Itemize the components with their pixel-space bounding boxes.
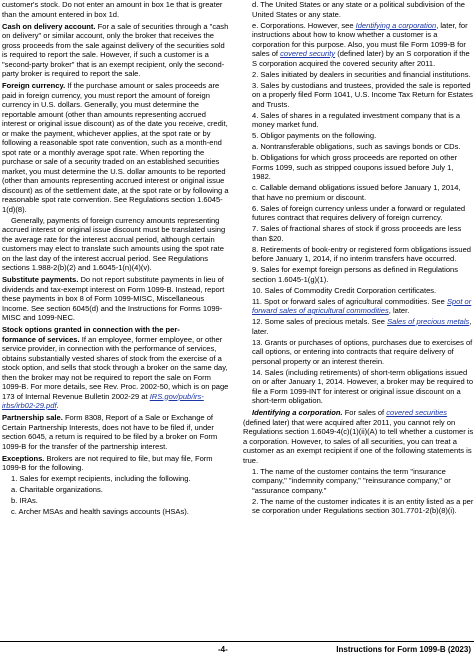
item-12-end: , later.: [252, 317, 472, 336]
agricultural-commodities-link[interactable]: Spot or forward sales of agricultural commodities: [252, 296, 472, 315]
exception-item-1e: [243, 21, 474, 69]
cash-on-delivery-section: [2, 22, 229, 79]
exception-item-2: 2. Sales initiated by dealers in securities and financial institutions.: [252, 69, 471, 79]
substitute-payments-section: [2, 275, 229, 323]
covered-security-link[interactable]: covered security: [280, 49, 336, 58]
foreign-currency-paragraph-2: Generally, payments of foreign currency amounts representing accrued interest or original issue discount must be translated using the average rate for the interest accrual period, although certain customers may elect to translate such amounts using the spot rate on the last day of the interest accrual period. See Regulations sections 1.988-2(b)(2) and 1.6045-1(n)(4)(v).: [2, 215, 226, 272]
cash-on-delivery-body: For a sale of securities through a "cash on delivery" or similar account, only the broker that receives the gross proceeds from the sale against delivery of the securities sold is required to report the sale. However, if such a customer is a "second-party broker" that is an exempt recipient, only the second-party broker is required to report the sale.: [2, 21, 229, 78]
exception-item-10: 10. Sales of Commodity Credit Corporation certificates.: [252, 285, 437, 295]
exception-item-12: [243, 317, 474, 336]
exception-item-1b: b. IRAs.: [11, 496, 38, 505]
exception-item-5c: c. Callable demand obligations issued before January 1, 2014, that have no premium or discount.: [252, 183, 461, 202]
cash-on-delivery-heading: Cash on delivery account.: [2, 21, 96, 31]
exception-item-13: 13. Grants or purchases of options, purchases due to exercises of call options, or entering into contracts that require delivery of personal property or an interest therein.: [252, 337, 473, 366]
item-1e-text-2: , later, for instructions about how to know whether a customer is a corporation for this purpose. Also, you must file Form 1099-B for sales of: [252, 20, 468, 58]
stock-options-heading-line2: formance of services.: [2, 334, 80, 344]
exception-item-1d: d. The United States or any state or a political subdivision of the United States or any state.: [252, 0, 465, 19]
exceptions-heading: Exceptions.: [2, 453, 45, 463]
identifying-corporation-text: For sales of: [344, 408, 385, 417]
exception-item-11: [243, 297, 474, 316]
exception-item-5b: b. Obligations for which gross proceeds are reported on other Forms 1099, such as stripped coupons issued before July 1, 1982.: [252, 153, 458, 181]
exception-item-1a: a. Charitable organizations.: [11, 485, 103, 494]
irb-link[interactable]: IRS.gov/pub/irs-irbs/irb02-29.pdf: [2, 391, 204, 410]
right-column: [243, 0, 474, 517]
paragraph-continued: customer's stock. Do not enter an amount in box 1e that is greater than the amount entered in box 1d.: [2, 0, 223, 19]
identifying-corporation-body: (defined later) that were acquired after 2011, you cannot rely on Regulations section 1.6049-4(c)(1)(ii)(A) to tell whether a customer is a corporation. However, to sales of all securities, you can treat a customer as an exempt recipient if one of the following statements is true.: [243, 417, 474, 465]
exception-item-3: 3. Sales by custodians and trustees, provided the sale is reported on a properly filed Form 1041, U.S. Income Tax Return for Estates and Trusts.: [252, 80, 473, 109]
page-footer: [0, 644, 474, 658]
exception-item-7: 7. Sales of fractional shares of stock if gross proceeds are less than $20.: [252, 224, 462, 243]
exception-item-8: 8. Retirements of book-entry or registered form obligations issued before January 1, 2014, if no interim transfers have occurred.: [252, 244, 471, 263]
item-12-text: 12. Some sales of precious metals. See: [252, 317, 385, 326]
exception-item-1: 1. Sales for exempt recipients, including the following.: [11, 474, 191, 483]
exceptions-body: Brokers are not required to file, but may file, Form 1099-B for the following.: [2, 453, 213, 472]
foreign-currency-heading: Foreign currency.: [2, 81, 66, 90]
identifying-corporation-link[interactable]: Identifying a corporation: [355, 20, 437, 30]
partnership-sale-section: [2, 413, 229, 451]
stock-options-end: .: [56, 401, 59, 410]
item-1e-text-3: (defined later) by an S corporation if the S corporation acquired the covered security after 2011.: [252, 49, 470, 68]
exception-item-6: 6. Sales of foreign currency unless under a forward or regulated futures contract that requires delivery of foreign currency.: [252, 203, 466, 222]
footer-title: Instructions for Form 1099-B (2023): [336, 645, 471, 654]
foreign-currency-body: If the purchase amount or sales proceeds are paid in foreign currency, you must report the amount of foreign currency in U.S. dollars. Generally, you must determine the reportable amount (other than amounts representing accrued interest or original issue discount) as of the date you receive, credit, or make the payment, whichever applies, at the spot rate or by following a reasonable spot rate convention, such as a month-end spot rate or a monthly average spot rate. When reporting the purchase or sale of a security traded on an established securities market, you must determine the U.S. dollar amounts to be reported (other than amounts representing accrued interest or original issue discount) as of the settlement date, at the spot rate or by following a reasonable spot rate convention. See Regulations section 1.6045-1(d)(8).: [2, 81, 229, 214]
footer-rule: [0, 641, 474, 642]
item-11-text: 11. Spot or forward sales of agricultural commodities. See: [252, 296, 445, 306]
left-column: [2, 0, 229, 518]
foreign-currency-section: [2, 81, 229, 214]
stock-options-heading-line1: Stock options granted in connection with the per-: [2, 325, 180, 334]
partnership-sale-body: Form 8308, Report of a Sale or Exchange of Certain Partnership Interests, does not have to be filed if, under section 6045, a return is required to be filed by a broker on Form 1099-B for the transfer of the partnership interest.: [2, 413, 218, 451]
stock-options-body: If an employee, former employee, or other service provider, in connection with the performance of services, obtains substantially vested shares of stock from the exercise of a stock option, and sells that stock through a broker on the same day, then the broker may not be required to report the sale on Form 1099-B. For more details, see Rev. Proc. 2002-50, which is on page 173 of Internal Revenue Bulletin 2002-29 at: [2, 334, 229, 401]
exceptions-section: [2, 454, 229, 473]
identifying-corporation-section: [243, 408, 474, 465]
exception-item-1c: c. Archer MSAs and health savings accounts (HSAs).: [11, 507, 189, 516]
exception-item-5a: a. Nontransferable obligations, such as savings bonds or CDs.: [252, 142, 461, 151]
identifying-corporation-heading: Identifying a corporation.: [252, 408, 343, 417]
substitute-payments-heading: Substitute payments.: [2, 275, 79, 284]
partnership-sale-heading: Partnership sale.: [2, 413, 63, 422]
covered-securities-link[interactable]: covered securities: [386, 408, 448, 417]
identifying-item-2: 2. The name of the customer indicates it is an entity listed as a per se corporation under Regulations section 301.7701-2(b)(8)(i).: [252, 496, 474, 515]
exception-item-4: 4. Sales of shares in a regulated investment company that is a money market fund.: [252, 110, 461, 129]
page-number: -4-: [218, 645, 228, 654]
exception-item-14: 14. Sales (including retirements) of short-term obligations issued on or after January 1, 2014. However, a broker may be required to file a Form 1099-INT for interest or original issue discount on a short-term obligation.: [252, 367, 474, 405]
item-1e-text: e. Corporations. However, see: [252, 20, 354, 30]
item-11-end: , later.: [388, 306, 410, 315]
stock-options-section: [2, 325, 229, 411]
substitute-payments-body: Do not report substitute payments in lieu of dividends and tax-exempt interest on Form 1099-B. Instead, report these payments in box 8 of Form 1099-MISC, Miscellaneous Income. See section 6045(d) and the Instructions for Forms 1099-MISC and 1099-NEC.: [2, 275, 225, 322]
exception-item-9: 9. Sales for exempt foreign persons as defined in Regulations section 1.6045-1(g)(1).: [252, 265, 458, 284]
exception-item-5: 5. Obligor payments on the following.: [252, 131, 377, 140]
precious-metals-link[interactable]: Sales of precious metals: [387, 317, 470, 326]
identifying-item-1: 1. The name of the customer contains the term "insurance company," "indemnity company," "reinsurance company," or "assurance company.": [252, 466, 451, 495]
